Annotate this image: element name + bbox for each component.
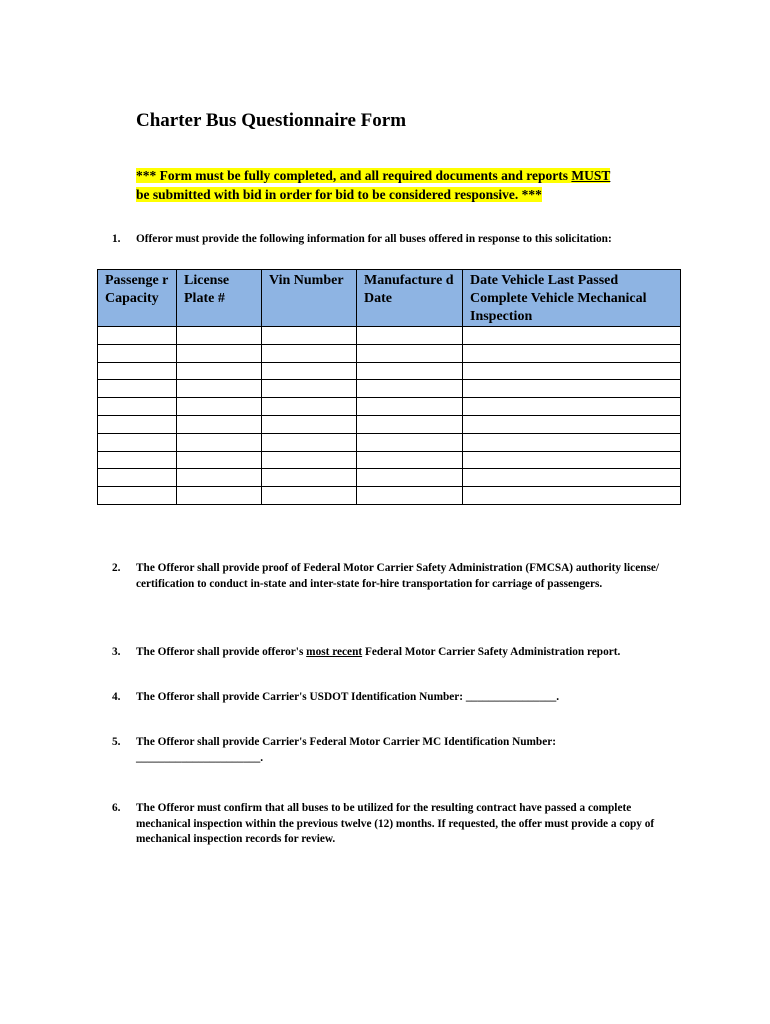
header-inspection-date: Date Vehicle Last Passed Complete Vehicle Mechanical Inspection [463, 270, 681, 327]
table-row [98, 380, 681, 398]
table-row [98, 451, 681, 469]
header-manufactured-date: Manufacture d Date [357, 270, 463, 327]
item-number: 1. [112, 233, 121, 245]
table-cell[interactable] [463, 327, 681, 345]
table-cell[interactable] [262, 451, 357, 469]
table-cell[interactable] [98, 433, 177, 451]
item-text-after: Federal Motor Carrier Safety Administration report. [362, 646, 621, 658]
table-cell[interactable] [98, 380, 177, 398]
table-cell[interactable] [262, 469, 357, 487]
table-cell[interactable] [357, 451, 463, 469]
item-text: The Offeror shall provide proof of Federal Motor Carrier Safety Administration (FMCSA) authority license/ certification to conduct in-state and inter-state for-hire transportation for carriage of passengers. [136, 562, 660, 590]
table-row [98, 398, 681, 416]
table-cell[interactable] [98, 398, 177, 416]
table-cell[interactable] [177, 398, 262, 416]
table-cell[interactable] [262, 433, 357, 451]
table-cell[interactable] [177, 487, 262, 505]
item-number: 3. [112, 646, 121, 658]
table-body [98, 327, 681, 505]
table-cell[interactable] [262, 327, 357, 345]
item-text: The Offeror shall provide Carrier's USDOT Identification Number: ________________. [136, 691, 560, 703]
table-cell[interactable] [262, 380, 357, 398]
table-cell[interactable] [98, 469, 177, 487]
table-cell[interactable] [98, 327, 177, 345]
item-number: 5. [112, 736, 121, 748]
table-cell[interactable] [463, 487, 681, 505]
table-cell[interactable] [463, 415, 681, 433]
table-cell[interactable] [357, 487, 463, 505]
table-cell[interactable] [262, 362, 357, 380]
item-text: Offeror must provide the following information for all buses offered in response to this solicitation: [136, 233, 612, 245]
table-row [98, 327, 681, 345]
bus-info-table [97, 269, 681, 505]
table-cell[interactable] [357, 415, 463, 433]
notice-emphasis: MUST [571, 168, 611, 183]
header-license-plate: License Plate # [177, 270, 262, 327]
item-text-underlined: most recent [306, 646, 363, 658]
table-cell[interactable] [98, 362, 177, 380]
table-cell[interactable] [98, 344, 177, 362]
table-row [98, 344, 681, 362]
table-cell[interactable] [357, 362, 463, 380]
notice-text-part1: *** Form must be fully completed, and all required documents and reports [136, 168, 572, 183]
notice-text-line2: be submitted with bid in order for bid to be considered responsive. *** [136, 187, 542, 202]
table-cell[interactable] [177, 451, 262, 469]
table-cell[interactable] [262, 398, 357, 416]
table-cell[interactable] [177, 380, 262, 398]
item-text: The Offeror shall provide Carrier's Federal Motor Carrier MC Identification Number: ______________________. [136, 736, 556, 764]
item-text-before: The Offeror shall provide offeror's [136, 646, 307, 658]
table-cell[interactable] [177, 327, 262, 345]
table-cell[interactable] [463, 362, 681, 380]
header-vin-number: Vin Number [262, 270, 357, 327]
page-title: Charter Bus Questionnaire Form [136, 110, 407, 131]
table-row [98, 487, 681, 505]
table-cell[interactable] [98, 451, 177, 469]
table-cell[interactable] [177, 344, 262, 362]
item-number: 6. [112, 802, 121, 814]
item-text [136, 645, 692, 661]
submission-notice [136, 166, 681, 204]
table-cell[interactable] [177, 469, 262, 487]
table-cell[interactable] [357, 327, 463, 345]
table-cell[interactable] [463, 398, 681, 416]
table-row [98, 362, 681, 380]
table-cell[interactable] [262, 415, 357, 433]
table-cell[interactable] [357, 380, 463, 398]
table-cell[interactable] [98, 487, 177, 505]
table-cell[interactable] [177, 415, 262, 433]
table-cell[interactable] [177, 433, 262, 451]
table-cell[interactable] [357, 344, 463, 362]
table-row [98, 433, 681, 451]
header-passenger-capacity: Passenge r Capacity [98, 270, 177, 327]
table-cell[interactable] [463, 380, 681, 398]
item-text: The Offeror must confirm that all buses to be utilized for the resulting contract have passed a complete mechanical inspection within the previous twelve (12) months. If requested, the offer must provide a copy of mechanical inspection records for review. [136, 802, 655, 845]
table-cell[interactable] [357, 398, 463, 416]
table-cell[interactable] [98, 415, 177, 433]
table-row [98, 415, 681, 433]
item-number: 4. [112, 691, 121, 703]
table-cell[interactable] [262, 487, 357, 505]
table-cell[interactable] [463, 433, 681, 451]
table-cell[interactable] [463, 469, 681, 487]
table-cell[interactable] [463, 451, 681, 469]
table-cell[interactable] [463, 344, 681, 362]
table-row [98, 469, 681, 487]
table-cell[interactable] [357, 469, 463, 487]
table-cell[interactable] [177, 362, 262, 380]
table-header-row [98, 270, 681, 327]
item-number: 2. [112, 562, 121, 574]
table-cell[interactable] [357, 433, 463, 451]
table-cell[interactable] [262, 344, 357, 362]
